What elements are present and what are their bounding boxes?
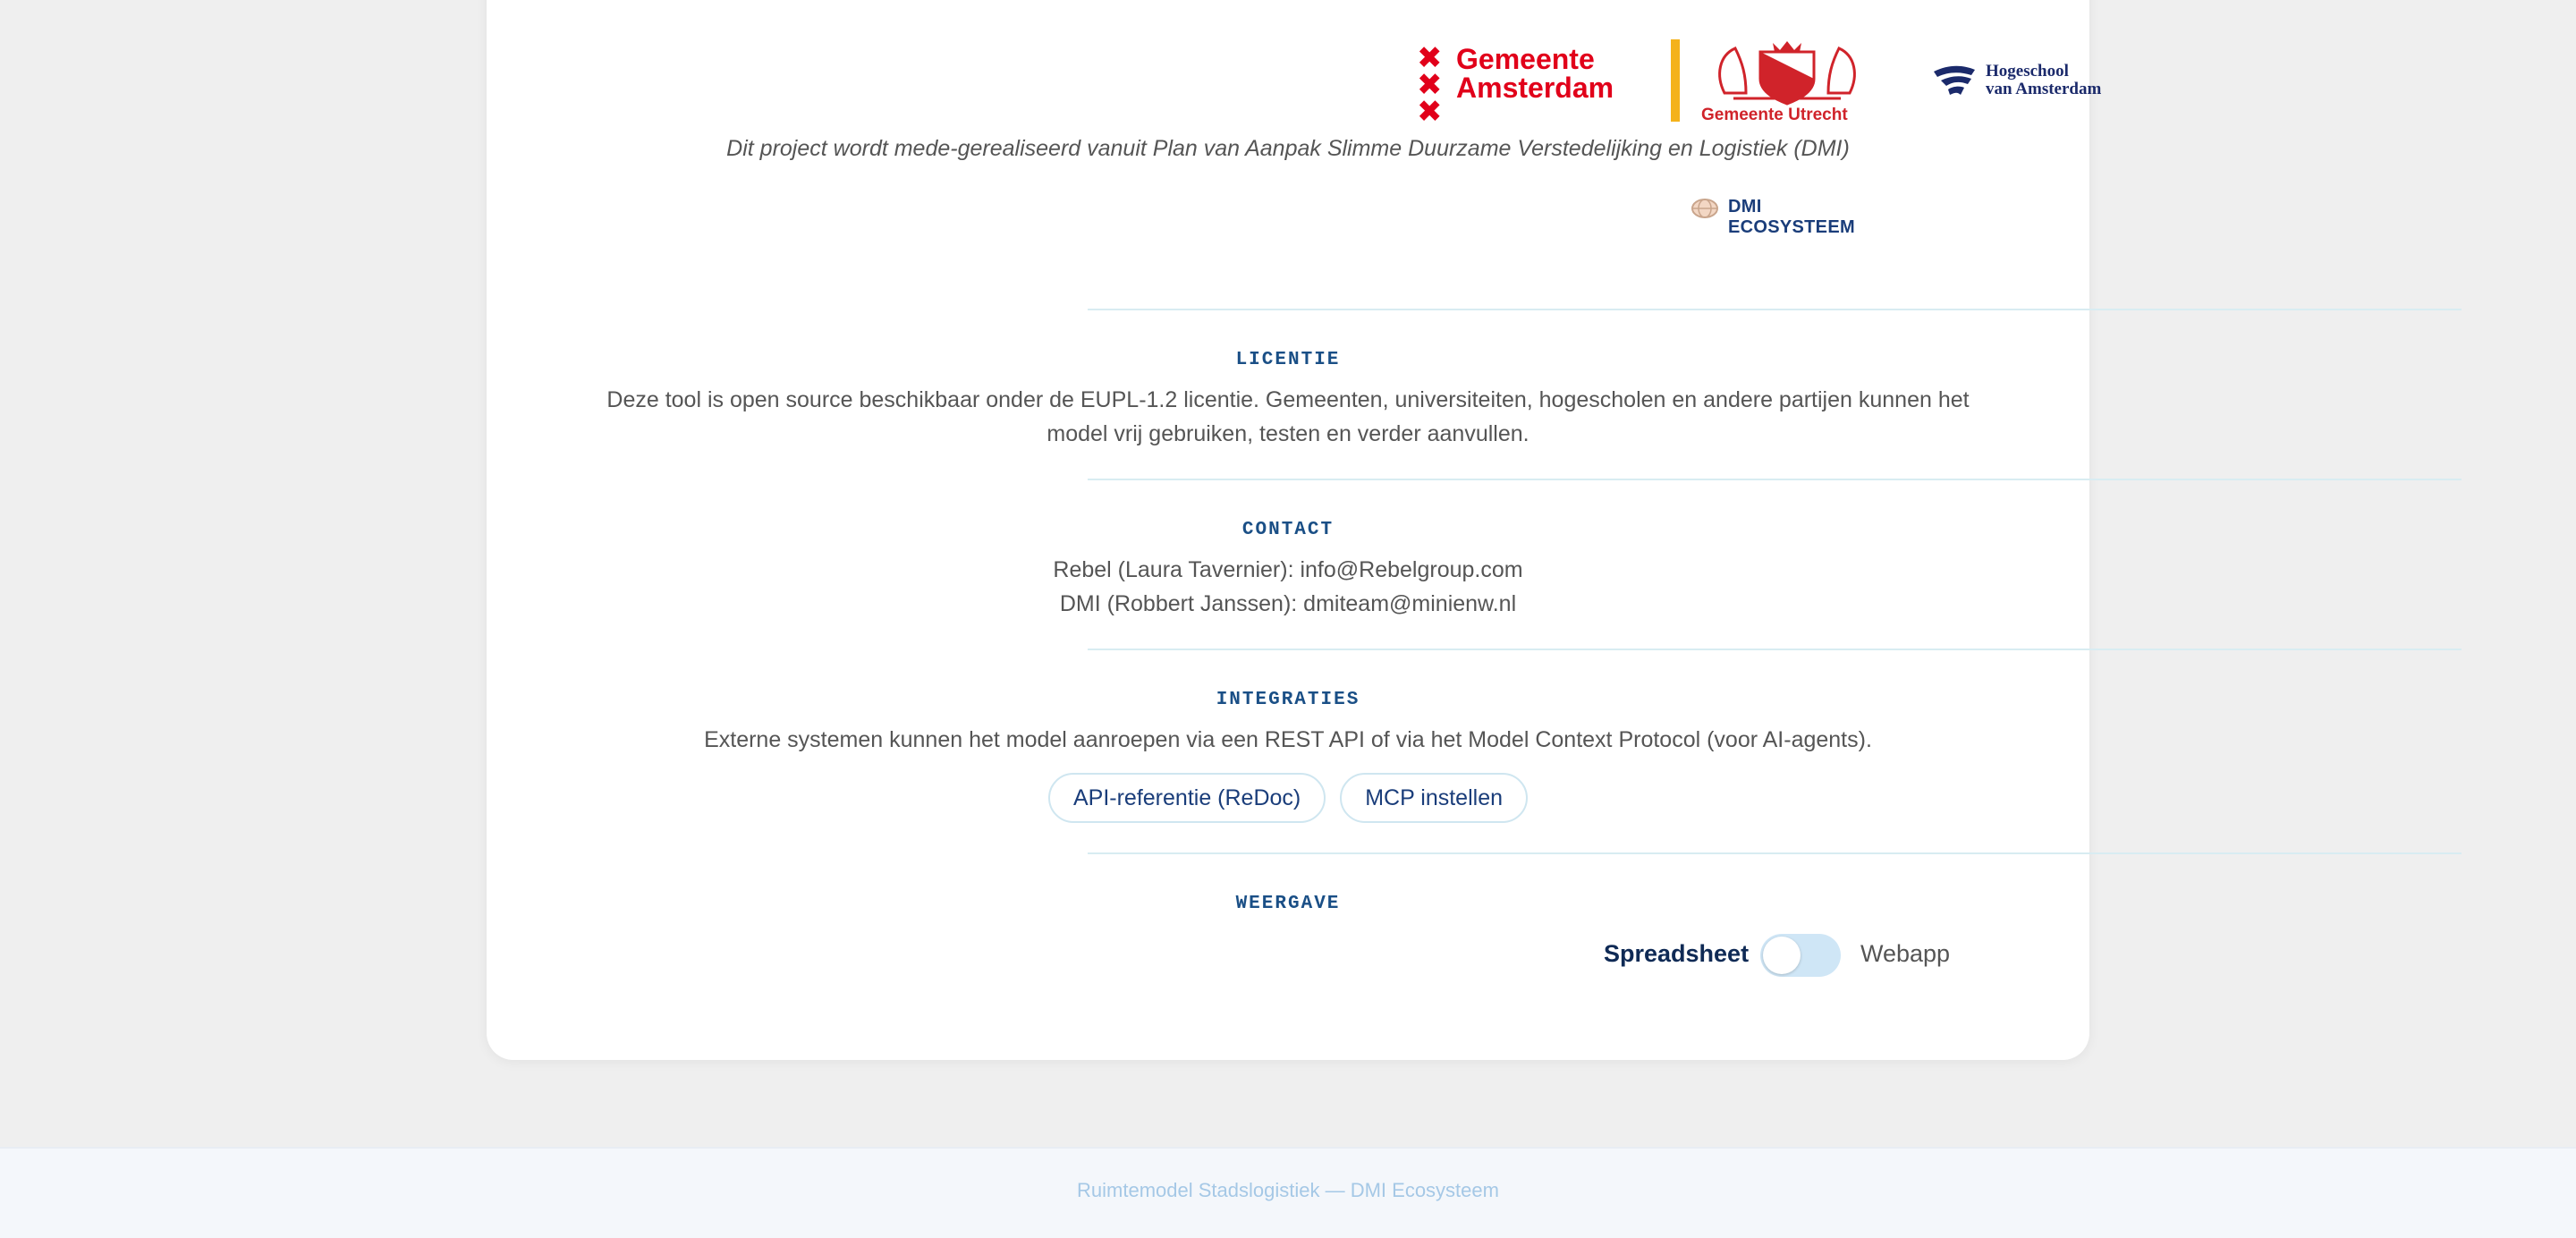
utrecht-logo-caption: Gemeente Utrecht bbox=[1701, 106, 1848, 124]
thanks-text bbox=[487, 0, 2089, 1]
spreadsheet-label[interactable]: Spreadsheet bbox=[1604, 940, 1750, 967]
cross-icon: ✖ bbox=[1417, 68, 1443, 102]
integraties-title: INTEGRATIES bbox=[1216, 690, 1360, 710]
licentie-line1: Deze tool is open source beschikbaar onder de EUPL-1.2 licentie. Gemeenten, universiteiten, hogescholen en andere partijen kunnen het bbox=[606, 387, 1970, 412]
licentie-title: LICENTIE bbox=[1235, 350, 1341, 370]
dmi-globe-icon bbox=[1690, 197, 1719, 220]
project-text: Dit project wordt mede-gerealiseerd vanuit Plan van Aanpak Slimme Duurzame Verstedelijking en Logistiek (DMI) bbox=[726, 136, 1850, 161]
hogeschool-van-amsterdam-logo bbox=[1932, 63, 2129, 116]
partner-logos bbox=[1417, 39, 2132, 129]
gemeente-amsterdam-logo bbox=[1417, 41, 1623, 129]
hva-logo-line1: Hogeschool bbox=[1986, 62, 2069, 81]
divider bbox=[1088, 852, 2462, 854]
footer-text: Ruimtemodel Stadslogistiek — DMI Ecosysteem bbox=[1077, 1179, 1499, 1201]
divider bbox=[1088, 309, 2462, 310]
dmi-ecosysteem-logo bbox=[1690, 195, 1887, 237]
hva-wing-icon bbox=[1932, 64, 1977, 97]
amsterdam-logo-line2: Amsterdam bbox=[1456, 72, 1614, 104]
webapp-label[interactable]: Webapp bbox=[1860, 940, 1951, 967]
divider bbox=[1088, 479, 2462, 480]
dmi-badge-label: DMI ECOSYSTEEM bbox=[1728, 197, 1855, 237]
toggle-knob bbox=[1763, 937, 1801, 974]
gemeente-utrecht-logo bbox=[1671, 39, 1894, 125]
page-footer bbox=[0, 1147, 2576, 1238]
view-toggle-row bbox=[487, 931, 2089, 978]
amsterdam-logo-line1: Gemeente bbox=[1456, 43, 1595, 75]
integraties-buttons bbox=[487, 773, 2089, 823]
contact-dmi: DMI (Robbert Janssen): dmiteam@minienw.nl bbox=[1059, 591, 1517, 616]
mcp-setup-button[interactable]: MCP instellen bbox=[1340, 773, 1528, 823]
cross-icon: ✖ bbox=[1417, 41, 1443, 75]
hva-logo-text bbox=[1986, 63, 2101, 98]
contact-title: CONTACT bbox=[1241, 520, 1335, 540]
utrecht-logo-bar bbox=[1671, 39, 1680, 122]
divider bbox=[1088, 649, 2462, 650]
cross-icon: ✖ bbox=[1417, 95, 1443, 129]
utrecht-crest-icon bbox=[1707, 39, 1868, 106]
view-mode-toggle[interactable] bbox=[1760, 934, 1841, 977]
licentie-line2: model vrij gebruiken, testen en verder aanvullen. bbox=[1046, 421, 1530, 446]
about-card bbox=[487, 0, 2102, 1060]
hva-logo-line2: van Amsterdam bbox=[1986, 80, 2102, 98]
weergave-title: WEERGAVE bbox=[1235, 894, 1341, 914]
integraties-text: Externe systemen kunnen het model aanroepen via een REST API of via het Model Context Protocol (voor AI-agents). bbox=[704, 727, 1872, 752]
contact-rebel: Rebel (Laura Tavernier): info@Rebelgroup.com bbox=[1053, 557, 1523, 582]
api-reference-button[interactable]: API-referentie (ReDoc) bbox=[1048, 773, 1326, 823]
